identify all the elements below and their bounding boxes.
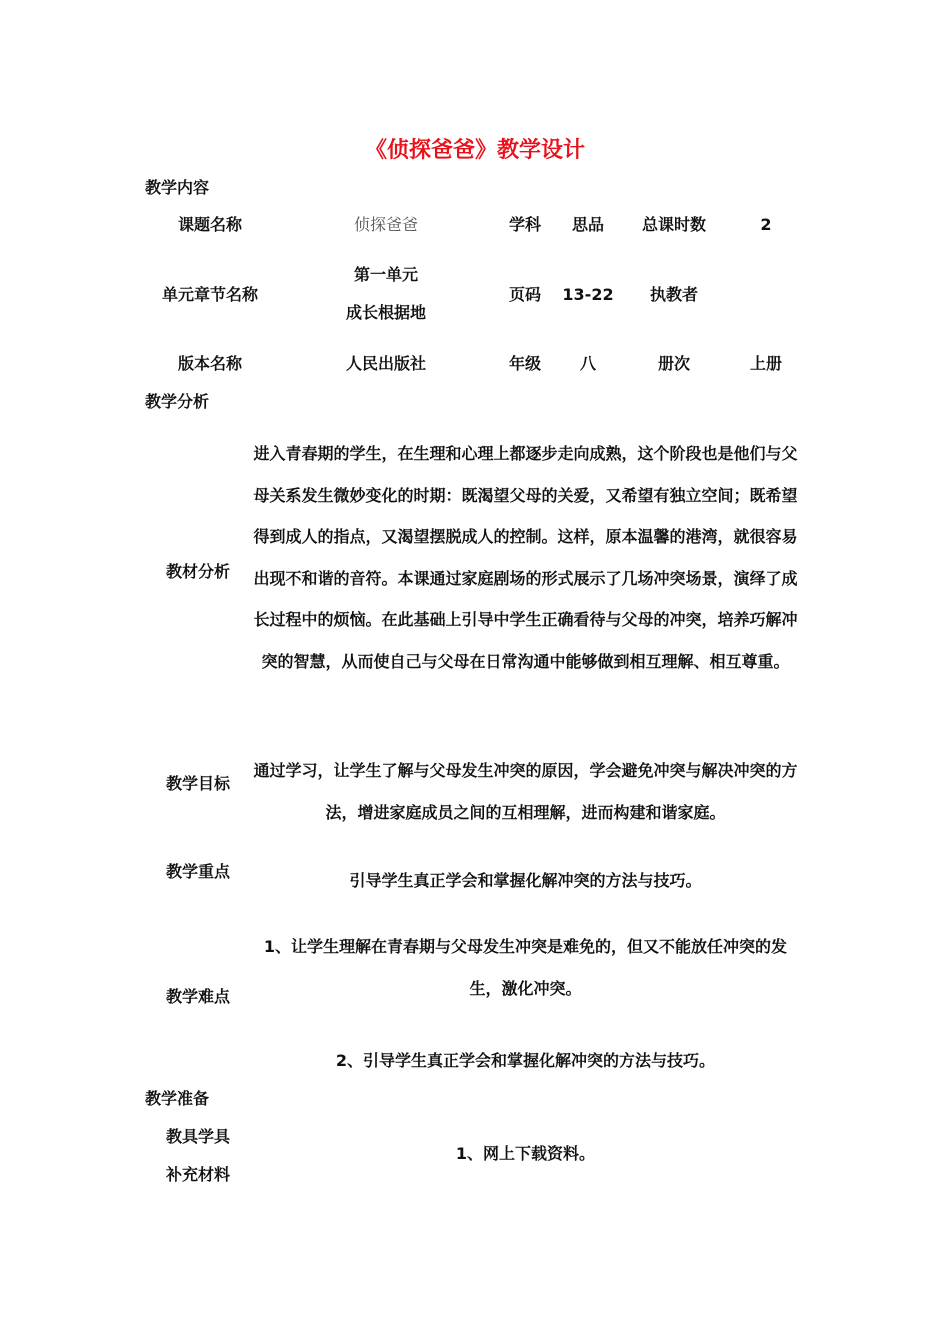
page-title: 《侦探爸爸》教学设计 bbox=[364, 138, 585, 163]
edition-label: 版本名称 bbox=[177, 354, 242, 373]
section-heading-content: 教学内容 bbox=[145, 178, 210, 197]
subject-value: 思品 bbox=[571, 215, 604, 234]
material-analysis-text: 进入青春期的学生，在生理和心理上都逐步走向成熟，这个阶段也是他们与父母关系发生微妙变化的时期：既渴望父母的关爱，又希望有独立空间；既希望得到成人的指点，又渴望摆脱成人的控制。这样，原本温馨的港湾，就很容易出现不和谐的音符。本课通过家庭剧场的形式展示了几场冲突场景，演绎了成长过程中的烦恼。在此基础上引导中学生正确看待与父母的冲突，培养巧解冲突的智慧，从而使自己与父母在日常沟通中能够做到相互理解、相互尊重。 bbox=[253, 444, 798, 671]
teaching-key-label: 教学重点 bbox=[166, 862, 231, 881]
teaching-goal-text: 通过学习，让学生了解与父母发生冲突的原因，学会避免冲突与解决冲突的方法，增进家庭成员之间的互相理解，进而构建和谐家庭。 bbox=[253, 761, 798, 822]
teaching-difficulty-label: 教学难点 bbox=[166, 987, 231, 1006]
teaching-key-text: 引导学生真正学会和掌握化解冲突的方法与技巧。 bbox=[349, 871, 702, 890]
total-hours-label: 总课时数 bbox=[641, 215, 706, 234]
teaching-difficulty-item-1: 1、让学生理解在青春期与父母发生冲突是难免的，但又不能放任冲突的发生，激化冲突。 bbox=[263, 937, 788, 998]
teaching-tools-label: 教具学具 bbox=[166, 1127, 231, 1146]
subject-label: 学科 bbox=[508, 215, 541, 234]
grade-label: 年级 bbox=[508, 354, 541, 373]
edition-value: 人民出版社 bbox=[345, 354, 426, 373]
course-name-label: 课题名称 bbox=[177, 215, 242, 234]
section-heading-prep: 教学准备 bbox=[145, 1089, 210, 1108]
unit-chapter-label: 单元章节名称 bbox=[161, 285, 258, 304]
teaching-difficulty-item-2: 2、引导学生真正学会和掌握化解冲突的方法与技巧。 bbox=[335, 1051, 716, 1070]
page-range-label: 页码 bbox=[508, 285, 541, 304]
teacher-label: 执教者 bbox=[649, 285, 698, 304]
volume-value: 上册 bbox=[749, 354, 782, 373]
unit-chapter-value-line2: 成长根据地 bbox=[345, 303, 426, 322]
unit-chapter-value-line1: 第一单元 bbox=[353, 265, 418, 284]
volume-label: 册次 bbox=[657, 354, 690, 373]
total-hours-value: 2 bbox=[760, 215, 772, 234]
teaching-goal-label: 教学目标 bbox=[166, 774, 231, 793]
supplement-label: 补充材料 bbox=[166, 1165, 231, 1184]
material-analysis-label: 教材分析 bbox=[166, 562, 231, 581]
prep-item-1: 1、网上下载资料。 bbox=[455, 1144, 596, 1163]
page-range-value: 13-22 bbox=[562, 285, 614, 304]
course-name-value: 侦探爸爸 bbox=[353, 215, 418, 234]
section-heading-analysis: 教学分析 bbox=[145, 392, 210, 411]
grade-value: 八 bbox=[579, 354, 596, 373]
